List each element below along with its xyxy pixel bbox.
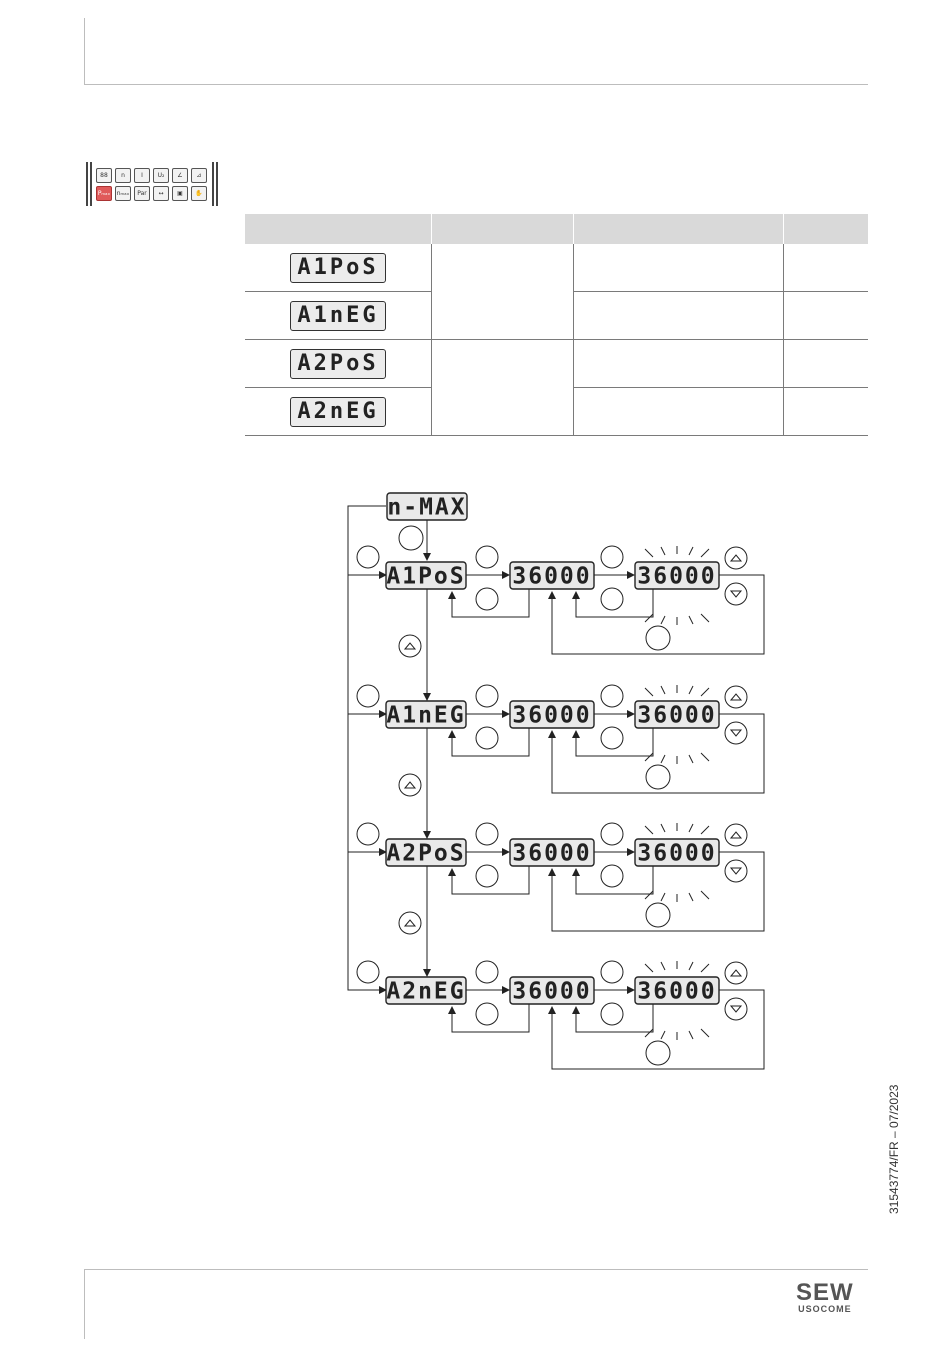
flow-line bbox=[645, 614, 653, 622]
lcd-display: A2nEG bbox=[290, 397, 385, 427]
flow-line bbox=[701, 614, 709, 622]
flow-line bbox=[689, 893, 693, 901]
up-key-icon bbox=[725, 824, 747, 846]
keypad-key: U₂ bbox=[153, 168, 169, 183]
flow-line bbox=[701, 891, 709, 899]
keypad-key: Par bbox=[134, 186, 150, 201]
down-key-icon bbox=[725, 860, 747, 882]
logo-text: SEW bbox=[796, 1279, 854, 1306]
document-code: 31543774/FR – 07/2023 bbox=[887, 1084, 901, 1214]
lcd-param-display: A2nEG bbox=[386, 978, 466, 1005]
step-marker bbox=[601, 685, 623, 707]
flow-line bbox=[645, 1029, 653, 1037]
flow-line bbox=[689, 547, 693, 555]
step-marker bbox=[646, 626, 670, 650]
keypad-bar-left-inner bbox=[90, 162, 92, 206]
table-row bbox=[245, 340, 868, 388]
table-header-cell bbox=[784, 214, 869, 244]
flow-line bbox=[701, 688, 709, 696]
keypad-key: ✋ bbox=[191, 186, 207, 201]
flow-line bbox=[701, 1029, 709, 1037]
step-marker bbox=[601, 546, 623, 568]
logo-subtext: USOCOME bbox=[798, 1304, 852, 1314]
header-rule bbox=[84, 84, 868, 85]
keypad-key: n bbox=[115, 168, 131, 183]
menu-flow-diagram bbox=[300, 480, 780, 1080]
step-marker bbox=[476, 823, 498, 845]
down-key-icon bbox=[725, 722, 747, 744]
lcd-value-display: 36000 bbox=[512, 702, 592, 729]
step-marker bbox=[357, 961, 379, 983]
table-cell bbox=[574, 340, 784, 388]
step-marker bbox=[601, 1003, 623, 1025]
up-key-icon bbox=[725, 686, 747, 708]
flow-line bbox=[689, 755, 693, 763]
up-key-icon bbox=[725, 962, 747, 984]
step-marker bbox=[476, 546, 498, 568]
up-key-icon bbox=[399, 912, 421, 934]
flow-line bbox=[645, 826, 653, 834]
keypad-key: 88 bbox=[96, 168, 112, 183]
step-marker bbox=[399, 526, 423, 550]
step-marker bbox=[357, 546, 379, 568]
flow-line bbox=[661, 824, 665, 832]
down-key-icon bbox=[725, 998, 747, 1020]
lcd-edit-display: 36000 bbox=[637, 563, 717, 590]
keypad-icon bbox=[86, 162, 218, 206]
step-marker bbox=[646, 1041, 670, 1065]
table-cell bbox=[574, 292, 784, 340]
table-header-cell bbox=[245, 214, 432, 244]
keypad-key: I bbox=[134, 168, 150, 183]
table-cell bbox=[574, 244, 784, 292]
up-key-icon bbox=[725, 547, 747, 569]
step-marker bbox=[646, 765, 670, 789]
keypad-row-2 bbox=[96, 186, 207, 201]
step-marker bbox=[476, 727, 498, 749]
lcd-display: A1nEG bbox=[290, 301, 385, 331]
table-header-cell bbox=[574, 214, 784, 244]
table-cell-display bbox=[245, 244, 432, 292]
table-cell bbox=[784, 340, 869, 388]
step-marker bbox=[476, 588, 498, 610]
lcd-param-display: A2PoS bbox=[386, 840, 466, 867]
flow-line bbox=[701, 826, 709, 834]
header-rule-vertical bbox=[84, 18, 85, 85]
keypad-key: Pₘₐₓ bbox=[96, 186, 112, 201]
up-key-icon bbox=[399, 774, 421, 796]
keypad-row-1 bbox=[96, 168, 207, 183]
keypad-key: ∠ bbox=[172, 168, 188, 183]
keypad-bar-right bbox=[216, 162, 218, 206]
keypad-key: ⊿ bbox=[191, 168, 207, 183]
step-marker bbox=[476, 961, 498, 983]
table-cell-display bbox=[245, 388, 432, 436]
table-cell bbox=[574, 388, 784, 436]
footer-rule bbox=[84, 1269, 868, 1270]
lcd-value-display: 36000 bbox=[512, 840, 592, 867]
step-marker bbox=[601, 727, 623, 749]
lcd-value-display: 36000 bbox=[512, 978, 592, 1005]
table-header-row bbox=[245, 214, 868, 244]
flow-line bbox=[661, 755, 665, 763]
step-marker bbox=[357, 685, 379, 707]
step-marker bbox=[476, 1003, 498, 1025]
keypad-bar-left bbox=[86, 162, 88, 206]
flow-line bbox=[348, 506, 386, 990]
lcd-param-display: A1PoS bbox=[386, 563, 466, 590]
flow-line bbox=[701, 964, 709, 972]
lcd-display: A1PoS bbox=[290, 253, 385, 283]
table-cell bbox=[784, 244, 869, 292]
step-marker bbox=[646, 903, 670, 927]
flow-line bbox=[661, 616, 665, 624]
flow-line bbox=[689, 1031, 693, 1039]
table-header-cell bbox=[432, 214, 574, 244]
lcd-top-display: n-MAX bbox=[387, 494, 467, 521]
flow-line bbox=[661, 547, 665, 555]
table-cell-display bbox=[245, 292, 432, 340]
flow-line bbox=[661, 686, 665, 694]
step-marker bbox=[476, 685, 498, 707]
lcd-display: A2PoS bbox=[290, 349, 385, 379]
keypad-key: ▣ bbox=[172, 186, 188, 201]
flow-line bbox=[689, 824, 693, 832]
table-row bbox=[245, 244, 868, 292]
flow-line bbox=[661, 1031, 665, 1039]
table-cell bbox=[784, 292, 869, 340]
step-marker bbox=[601, 961, 623, 983]
table-cell-display bbox=[245, 340, 432, 388]
lcd-value-display: 36000 bbox=[512, 563, 592, 590]
table-cell bbox=[432, 340, 574, 436]
flow-line bbox=[661, 962, 665, 970]
step-marker bbox=[357, 823, 379, 845]
keypad-key: nₘₐₓ bbox=[115, 186, 131, 201]
step-marker bbox=[476, 865, 498, 887]
up-key-icon bbox=[399, 635, 421, 657]
flow-line bbox=[689, 686, 693, 694]
flow-line bbox=[645, 753, 653, 761]
flow-line bbox=[701, 753, 709, 761]
flow-line bbox=[661, 893, 665, 901]
lcd-edit-display: 36000 bbox=[637, 840, 717, 867]
lcd-param-display: A1nEG bbox=[386, 702, 466, 729]
flow-line bbox=[689, 616, 693, 624]
footer-rule-vertical bbox=[84, 1269, 85, 1339]
keypad-key: ↔ bbox=[153, 186, 169, 201]
flow-line bbox=[645, 964, 653, 972]
sew-logo bbox=[796, 1279, 854, 1314]
step-marker bbox=[601, 823, 623, 845]
flow-line bbox=[689, 962, 693, 970]
down-key-icon bbox=[725, 583, 747, 605]
keypad-bar-right-inner bbox=[212, 162, 214, 206]
step-marker bbox=[601, 588, 623, 610]
flow-line bbox=[645, 688, 653, 696]
parameter-table bbox=[245, 214, 868, 436]
lcd-edit-display: 36000 bbox=[637, 702, 717, 729]
flow-line bbox=[645, 891, 653, 899]
lcd-edit-display: 36000 bbox=[637, 978, 717, 1005]
table-cell bbox=[432, 244, 574, 340]
flow-line bbox=[701, 549, 709, 557]
step-marker bbox=[601, 865, 623, 887]
table-cell bbox=[784, 388, 869, 436]
flow-line bbox=[645, 549, 653, 557]
